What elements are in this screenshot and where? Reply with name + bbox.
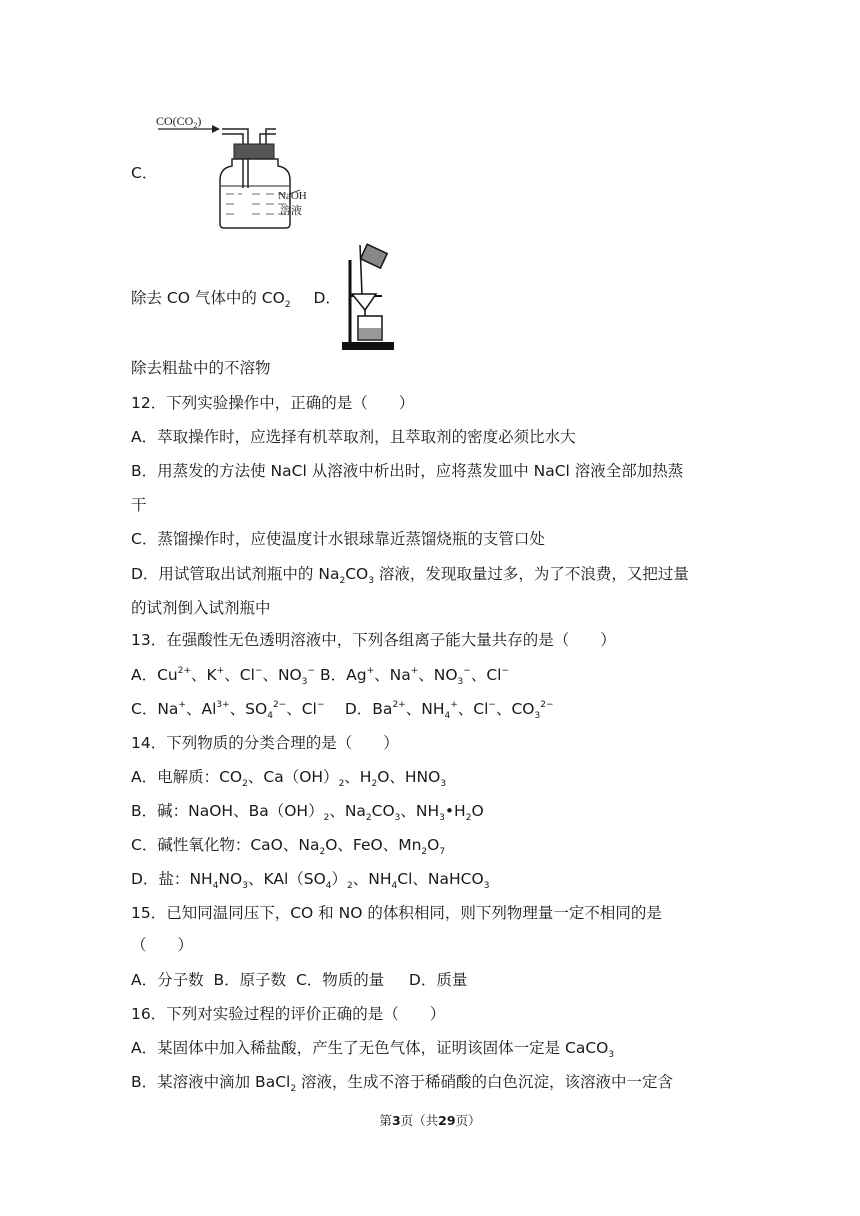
caption-d: 除去粗盐中的不溶物 <box>131 359 271 377</box>
q12-stem: 12．下列实验操作中，正确的是（ ） <box>131 394 415 412</box>
q16-option-b: B．某溶液中滴加 BaCl$_2$ 溶液，生成不溶于稀硝酸的白色沉淀，该溶液中一定含 <box>131 1073 673 1095</box>
q13-stem: 13．在强酸性无色透明溶液中，下列各组离子能大量共存的是（ ） <box>131 631 616 649</box>
q12-option-b-cont: 干 <box>131 496 147 514</box>
page-total: 29 <box>438 1113 456 1128</box>
page-number: 3 <box>391 1113 401 1128</box>
figure-c-wash-bottle <box>150 110 320 236</box>
option-d-label: D． <box>313 289 341 307</box>
q12-option-d-cont: 的试剂倒入试剂瓶中 <box>131 599 271 617</box>
q14-option-b: B．碱：NaOH、$Ba(OH)_2$、$Na_2CO_3$、$NH_3•H_2O$ <box>131 802 484 824</box>
q15-options: A．分子数 B．原子数 C．物质的量 D．质量 <box>131 971 468 989</box>
q14-stem: 14．下列物质的分类合理的是（ ） <box>131 734 399 752</box>
q15-stem: 15．已知同温同压下，CO 和 NO 的体积相同，则下列物理量一定不相同的是 <box>131 904 662 922</box>
q14-option-c: C．碱性氧化物：CaO、$Na_2O$、FeO、$Mn_2O_7$ <box>131 836 446 858</box>
reagent-label-solution: 溶液 <box>280 205 302 217</box>
q12-option-a: A．萃取操作时，应选择有机萃取剂，且萃取剂的密度必须比水大 <box>131 428 576 446</box>
gas-label: $CO(CO_2)$ <box>156 114 202 130</box>
q12-option-c: C．蒸馏操作时，应使温度计水银球靠近蒸馏烧瓶的支管口处 <box>131 530 545 548</box>
q14-option-a: A．电解质：$CO_2$、$Ca(OH)_2$、$H_2O$、$HNO_3$ <box>131 768 447 790</box>
wash-bottle-diagram <box>150 110 320 236</box>
filtration-diagram <box>338 240 398 354</box>
q13-options-ab: A．$Cu^{2+}$、K+、Cl−、$NO_3^-$ B．Ag+、Na+、$NO_3^-$、Cl− <box>131 665 510 688</box>
reagent-label-naoh: NaOH <box>278 190 307 202</box>
q12-option-d: D．用试管取出试剂瓶中的 $Na_2CO_3$ 溶液，发现取量过多，为了不浪费，又把过量 <box>131 565 689 587</box>
page-footer: 第3页（共29页） <box>379 1113 481 1128</box>
q16-stem: 16．下列对实验过程的评价正确的是（ ） <box>131 1005 446 1023</box>
q13-options-cd: C．Na+、$Al^{3+}$、$SO_4^{2-}$、Cl− D．$Ba^{2+}$、$NH_4^+$、Cl−、$CO_3^{2-}$ <box>131 699 554 722</box>
caption-c: 除去 CO 气体中的 $CO_2$ D． <box>131 289 341 311</box>
q15-stem-cont: （ ） <box>131 936 194 954</box>
q16-option-a: A．某固体中加入稀盐酸，产生了无色气体，证明该固体一定是 CaCO$_3$ <box>131 1039 615 1061</box>
figure-d-filtration <box>338 240 398 354</box>
option-c-label: C． <box>131 164 158 182</box>
q14-option-d: D．盐：$NH_4NO_3$、$KAl(SO_4)_2$、$NH_4Cl$、NaHCO$_3$ <box>131 870 490 892</box>
q12-option-b: B．用蒸发的方法使 NaCl 从溶液中析出时，应将蒸发皿中 NaCl 溶液全部加热蒸 <box>131 462 684 480</box>
